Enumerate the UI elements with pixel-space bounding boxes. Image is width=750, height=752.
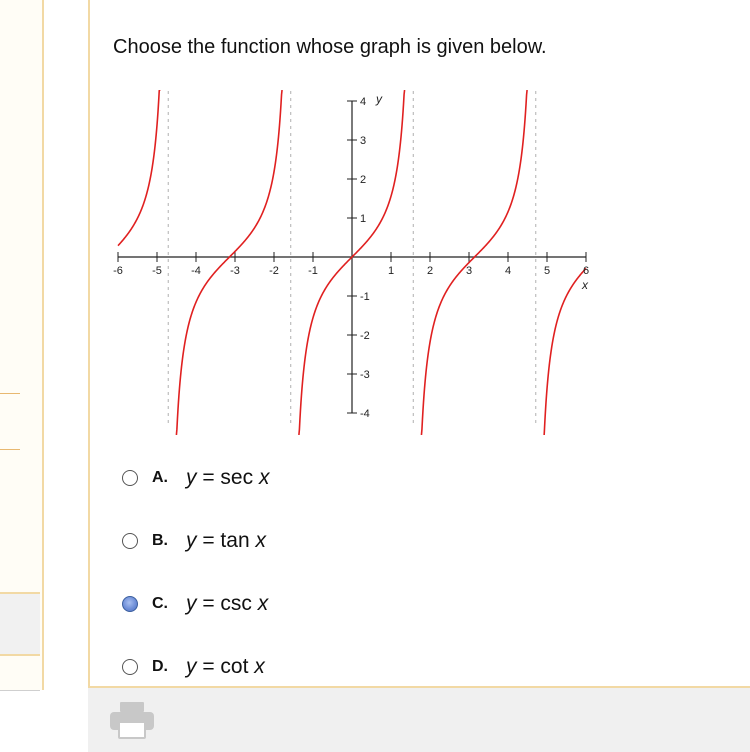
x-tick-label: -4	[191, 265, 201, 277]
y-tick-label: 2	[360, 174, 367, 186]
tan-curve-branch	[544, 268, 586, 435]
option-b-expression: y = tan x	[186, 529, 266, 552]
y-tick-label: -1	[360, 291, 370, 303]
x-tick-label: 1	[387, 265, 395, 277]
x-axis-label: x	[582, 278, 588, 292]
option-d[interactable]	[122, 654, 265, 680]
y-axis-label: y	[376, 92, 382, 106]
x-tick-label: 5	[543, 265, 551, 277]
tan-curve-branch	[421, 90, 527, 435]
x-tick-label: -2	[269, 265, 279, 277]
option-b-radio[interactable]	[122, 533, 138, 549]
option-b-letter: B.	[152, 532, 168, 549]
left-panel	[0, 0, 44, 690]
x-tick-label: -3	[230, 265, 240, 277]
option-c[interactable]	[122, 591, 268, 617]
option-d-radio[interactable]	[122, 659, 138, 675]
tan-curve-branch	[118, 90, 160, 246]
option-d-letter: D.	[152, 658, 168, 675]
left-panel-divider	[0, 393, 20, 394]
x-tick-label: 2	[426, 265, 434, 277]
x-tick-label: 3	[465, 265, 473, 277]
y-tick-label: 1	[360, 213, 367, 225]
panel-divider	[88, 0, 90, 686]
question-text: Choose the function whose graph is given below.	[113, 36, 547, 58]
option-a-letter: A.	[152, 469, 168, 486]
tan-curve-branch	[176, 90, 282, 435]
x-tick-label: -5	[152, 265, 162, 277]
y-tick-label: -2	[360, 330, 370, 342]
option-c-letter: C.	[152, 595, 168, 612]
y-tick-label: -3	[360, 369, 370, 381]
left-panel-divider	[0, 449, 20, 450]
option-d-expression: y = cot x	[186, 655, 265, 678]
function-graph	[105, 90, 605, 435]
y-tick-label: -4	[360, 408, 370, 420]
option-c-radio[interactable]	[122, 596, 138, 612]
option-a[interactable]	[122, 465, 269, 491]
left-panel-box	[0, 592, 40, 656]
x-tick-label: 6	[582, 265, 590, 277]
y-tick-label: 3	[360, 135, 367, 147]
x-tick-label: 4	[504, 265, 512, 277]
x-tick-label: -1	[308, 265, 318, 277]
footer-toolbar	[88, 686, 750, 752]
x-tick-label: -6	[113, 265, 123, 277]
option-b[interactable]	[122, 528, 266, 554]
option-a-expression: y = sec x	[186, 466, 270, 489]
y-tick-label: 4	[360, 96, 367, 108]
option-c-expression: y = csc x	[186, 592, 269, 615]
left-panel-rule	[0, 690, 40, 691]
option-a-radio[interactable]	[122, 470, 138, 486]
printer-icon[interactable]	[108, 700, 156, 740]
